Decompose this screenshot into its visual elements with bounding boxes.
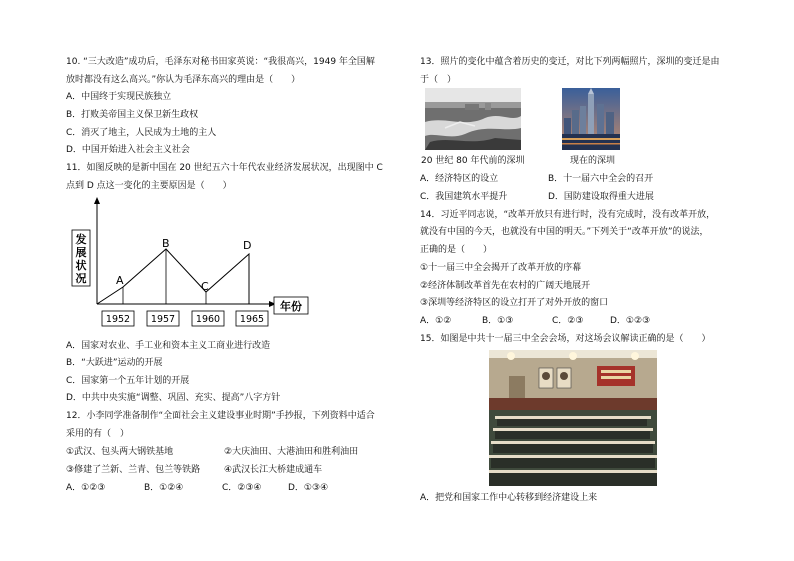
q10-option-a: A．中国终于实现民族独立 — [66, 92, 172, 102]
year-label: 1960 — [195, 314, 221, 325]
q14-statement-1: ①十一届三中全会揭开了改革开放的序幕 — [420, 263, 582, 273]
q14-statement-3: ③深圳等经济特区的设立打开了对外开放的窗口 — [420, 298, 609, 308]
q10-option-b: B．打败美帝国主义保卫新生政权 — [66, 110, 199, 120]
q14-statement-2: ②经济体制改革首先在农村的广阔天地展开 — [420, 281, 591, 291]
q15-stem: 15．如图是中共十一届三中全会会场，对这场会议解读正确的是（ ） — [420, 334, 711, 344]
y-axis-char: 发 — [75, 233, 87, 246]
q13-option-a: A．经济特区的设立 — [420, 174, 499, 184]
q14-option-a: A．①② — [420, 316, 452, 326]
old-shenzhen-photo — [425, 88, 521, 150]
q13-stem-line2: 于（ ） — [420, 75, 457, 85]
q12-option-a: A．①②③ — [66, 483, 106, 493]
q12-materials-row2 — [66, 464, 322, 476]
q13-stem-line1: 13．照片的变化中蕴含着历史的变迁，对比下列两幅照片，深圳的变迁是由 — [420, 57, 720, 67]
q13-caption-left: 20 世纪 80 年代前的深圳 — [421, 156, 525, 166]
q14-options-row — [420, 315, 650, 327]
q14-stem-line2: 就没有中国的今天，也就没有中国的明天。”下列关于“改革开放”的说法， — [420, 227, 709, 237]
q11-option-c: C．国家第一个五年计划的开展 — [66, 376, 190, 386]
q12-material-4: ④武汉长江大桥建成通车 — [224, 465, 323, 475]
modern-shenzhen-photo — [562, 88, 620, 150]
q12-option-b: B．①②④ — [144, 483, 184, 493]
y-axis-arrow — [94, 197, 100, 204]
q12-stem-line2: 采用的有（ ） — [66, 429, 130, 439]
q13-option-c: C．我国建筑水平提升 — [420, 192, 508, 202]
q12-option-d: D．①③④ — [288, 483, 329, 493]
q12-options-row — [66, 482, 328, 494]
point-label-c: C — [201, 280, 209, 293]
q14-option-d: D．①②③ — [610, 316, 651, 326]
q14-stem-line1: 14．习近平同志说，“改革开放只有进行时，没有完成时，没有改革开放， — [420, 210, 716, 220]
q12-material-1: ①武汉、包头两大钢铁基地 — [66, 447, 174, 457]
q13-option-b: B．十一届六中全会的召开 — [548, 174, 654, 184]
q11-option-b: B．“大跃进”运动的开展 — [66, 358, 163, 368]
q12-material-2: ②大庆油田、大港油田和胜利油田 — [224, 447, 359, 457]
year-label: 1952 — [105, 314, 131, 325]
q15-option-a: A．把党和国家工作中心转移到经济建设上来 — [420, 493, 598, 503]
point-label-b: B — [162, 237, 170, 250]
x-axis-label: 年份 — [280, 300, 302, 313]
q10-stem-line1: 10. “三大改造”成功后，毛泽东对秘书田家英说：“我很高兴，1949 年全国解 — [66, 57, 375, 67]
q10-stem-line2: 放时都没有这么高兴。”你认为毛泽东高兴的理由是（ ） — [66, 75, 301, 85]
point-label-a: A — [116, 274, 124, 287]
q14-stem-line3: 正确的是（ ） — [420, 245, 493, 255]
year-label: 1957 — [150, 314, 176, 325]
q10-option-c: C．消灭了地主，人民成为土地的主人 — [66, 128, 217, 138]
q11-development-graph — [66, 196, 316, 334]
third-plenum-photo — [489, 350, 657, 486]
y-axis-char: 况 — [75, 272, 87, 285]
y-axis-char: 状 — [75, 259, 87, 272]
q11-option-a: A．国家对农业、手工业和资本主义工商业进行改造 — [66, 341, 271, 351]
q14-option-c: C．②③ — [552, 316, 584, 326]
q11-stem-line2: 点到 D 点这一变化的主要原因是（ ） — [66, 181, 232, 191]
q11-option-d: D．中共中央实施“调整、巩固、充实、提高”八字方针 — [66, 393, 281, 403]
q12-materials-row1 — [66, 446, 358, 458]
point-label-d: D — [243, 239, 252, 252]
q11-stem-line1: 11．如图反映的是新中国在 20 世纪五六十年代农业经济发展状况，出现图中 C — [66, 163, 383, 173]
q10-option-d: D．中国开始进入社会主义社会 — [66, 145, 190, 155]
q12-option-c: C．②③④ — [222, 483, 262, 493]
q13-option-d: D．国防建设取得重大进展 — [548, 192, 654, 202]
q13-options-row2 — [420, 191, 654, 203]
q13-caption-right: 现在的深圳 — [570, 156, 616, 166]
q14-option-b: B．①③ — [482, 316, 514, 326]
year-label: 1965 — [239, 314, 265, 325]
y-axis-char: 展 — [75, 246, 87, 259]
q13-options-row1 — [420, 173, 653, 185]
q12-stem-line1: 12．小李同学准备制作“全面社会主义建设事业时期”手抄报，下列资料中适合 — [66, 411, 375, 421]
q12-material-3: ③修建了兰新、兰青、包兰等铁路 — [66, 465, 201, 475]
